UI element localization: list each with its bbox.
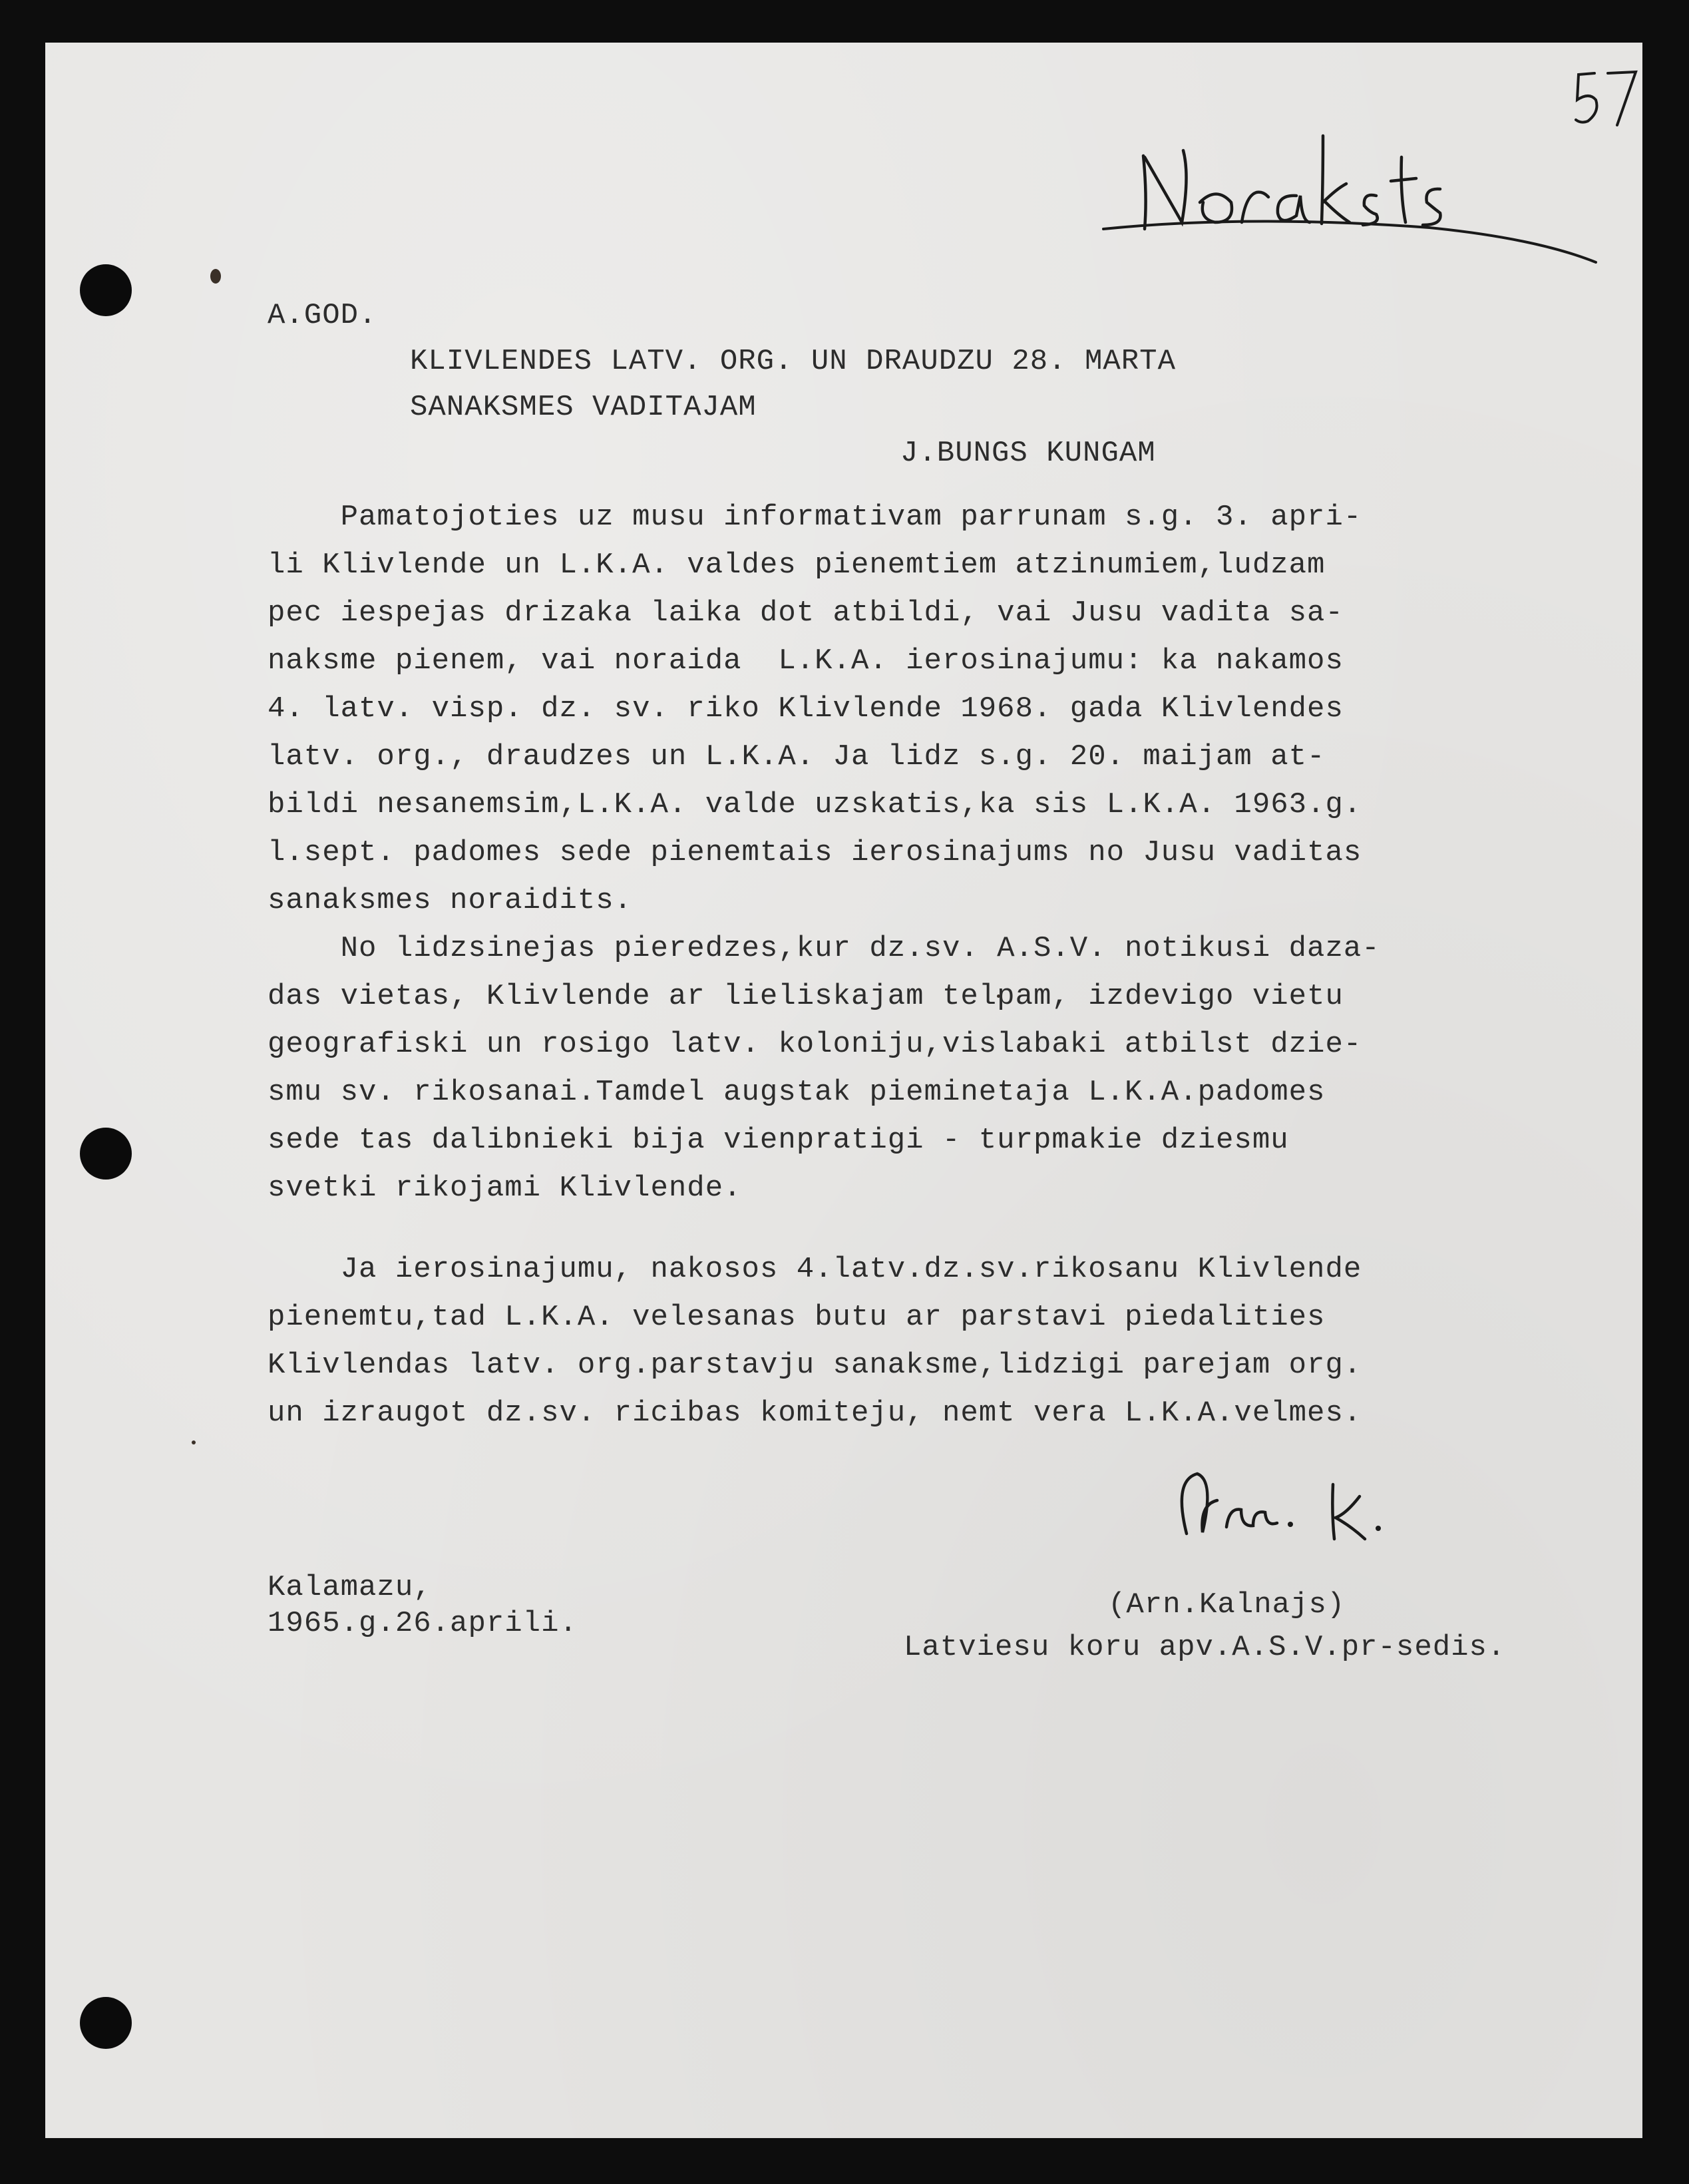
copy-annotation-handwritten	[1083, 96, 1602, 289]
paragraph-line: sanaksmes noraidits.	[268, 884, 633, 917]
paragraph-line: smu sv. rikosanai.Tamdel augstak pieminetaja L.K.A.padomes	[268, 1076, 1326, 1109]
letter-date: 1965.g.26.aprili.	[268, 1607, 578, 1640]
paragraph-line: l.sept. padomes sede pienemtais ierosinajums no Jusu vaditas	[268, 836, 1362, 869]
binder-hole-middle	[80, 1128, 132, 1180]
salutation: A.GOD.	[268, 299, 377, 332]
signature-drawing	[1153, 1454, 1433, 1574]
recipient-line-2: SANAKSMES VADITAJAM	[410, 391, 757, 424]
letter-place: Kalamazu,	[268, 1571, 432, 1604]
paragraph-line: naksme pienem, vai noraida L.K.A. ierosinajumu: ka nakamos	[268, 644, 1344, 678]
paragraph-line: svetki rikojami Klivlende.	[268, 1172, 742, 1205]
signer-title: Latviesu koru apv.A.S.V.pr-sedis.	[904, 1631, 1506, 1664]
paragraph-line: pienemtu,tad L.K.A. velesanas butu ar parstavi piedalities	[268, 1301, 1326, 1334]
paragraph-line: li Klivlende un L.K.A. valdes pienemtiem atzinumiem,ludzam	[268, 548, 1326, 582]
recipient-line-1: KLIVLENDES LATV. ORG. UN DRAUDZU 28. MARTA	[410, 345, 1176, 378]
body-paragraph-1	[268, 501, 1565, 933]
document-page	[45, 43, 1642, 2138]
paragraph-line: 4. latv. visp. dz. sv. riko Klivlende 1968. gada Klivlendes	[268, 692, 1344, 726]
paragraph-line: Klivlendas latv. org.parstavju sanaksme,lidzigi parejam org.	[268, 1349, 1362, 1382]
paragraph-line: un izraugot dz.sv. ricibas komiteju, nemt vera L.K.A.velmes.	[268, 1397, 1362, 1430]
signer-name: (Arn.Kalnajs)	[1108, 1588, 1346, 1622]
copy-annotation-drawing	[1083, 96, 1602, 289]
paragraph-line: sede tas dalibnieki bija vienpratigi - turpmakie dziesmu	[268, 1124, 1289, 1157]
body-paragraph-2	[268, 932, 1565, 1225]
binder-hole-bottom	[80, 1997, 132, 2049]
recipient-line-3: J.BUNGS KUNGAM	[900, 437, 1156, 470]
ink-speck	[210, 269, 221, 284]
paragraph-line: pec iespejas drizaka laika dot atbildi, vai Jusu vadita sa-	[268, 596, 1344, 630]
handwritten-signature	[1153, 1454, 1433, 1574]
paragraph-line: geografiski un rosigo latv. koloniju,vislabaki atbilst dzie-	[268, 1028, 1362, 1061]
body-paragraph-3	[268, 1253, 1565, 1452]
paragraph-line: bildi nesanemsim,L.K.A. valde uzskatis,ka sis L.K.A. 1963.g.	[268, 788, 1362, 821]
paragraph-line: latv. org., draudzes un L.K.A. Ja lidz s.g. 20. maijam at-	[268, 740, 1326, 773]
paragraph-line: das vietas, Klivlende ar lieliskajam telpam, izdevigo vietu	[268, 980, 1344, 1013]
paragraph-line: No lidzsinejas pieredzes,kur dz.sv. A.S.V. notikusi daza-	[268, 932, 1380, 965]
ink-speck	[192, 1440, 196, 1444]
paragraph-line: Ja ierosinajumu, nakosos 4.latv.dz.sv.rikosanu Klivlende	[268, 1253, 1362, 1286]
paragraph-line: Pamatojoties uz musu informativam parrunam s.g. 3. apri-	[268, 501, 1362, 534]
binder-hole-top	[80, 264, 132, 316]
